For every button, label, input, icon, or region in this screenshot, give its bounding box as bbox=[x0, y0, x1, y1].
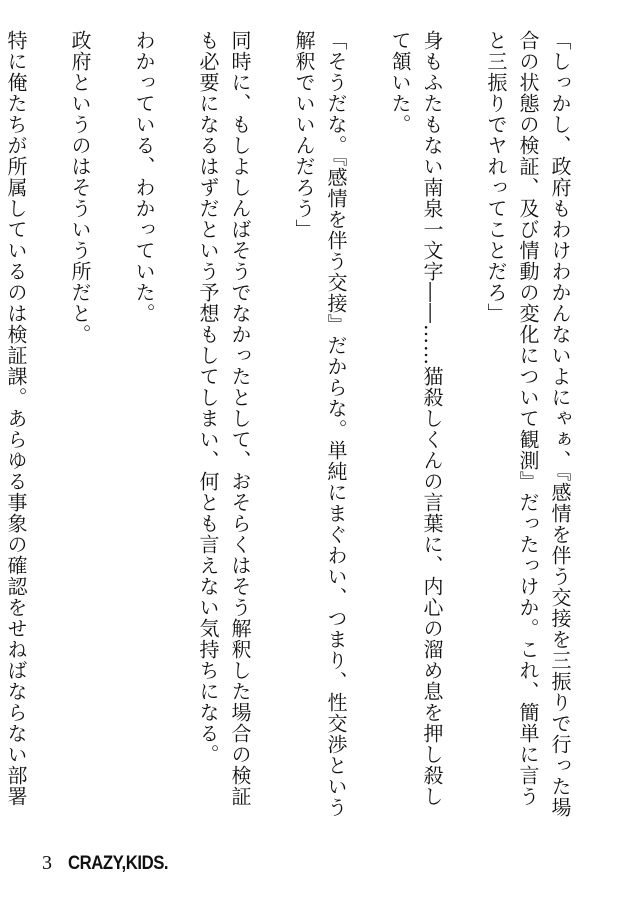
page-footer bbox=[42, 852, 182, 875]
paragraph-7: 特に俺たちが所属しているのは検証課。あらゆる事象の確認をせねばならない部署 bbox=[4, 30, 28, 807]
paragraph-5: わかっている、わかっていた。 bbox=[132, 30, 156, 324]
paragraph-1: 「しっかし、政府もわけわかんないよにゃぁ、『感情を伴う交接を三振りで行った場合の状態の検証、及び情動の変化について観測』だったっけか。これ、簡単に言うと三振りでヤれってことだろ」 bbox=[484, 30, 572, 818]
vertical-text-body bbox=[4, 30, 608, 820]
paragraph-6: 政府というのはそういう所だと。 bbox=[68, 30, 92, 345]
paragraph-4: 同時に、もしよしんばそうでなかったとして、おそらくはそう解釈した場合の検証も必要になるはずだという予想もしてしまい、何とも言えない気持ちになる。 bbox=[196, 30, 252, 807]
paragraph-3: 「そうだな。『感情を伴う交接』だからな。単純にまぐわい、つまり、性交渉という解釈でいいんだろう」 bbox=[292, 30, 348, 818]
page-number: 3 bbox=[42, 852, 52, 874]
paragraph-2: 身もふたもない南泉一文字――……猫殺しくんの言葉に、内心の溜め息を押し殺して頷いた。 bbox=[388, 30, 444, 807]
book-title: CRAZY,KIDS. bbox=[68, 853, 169, 874]
